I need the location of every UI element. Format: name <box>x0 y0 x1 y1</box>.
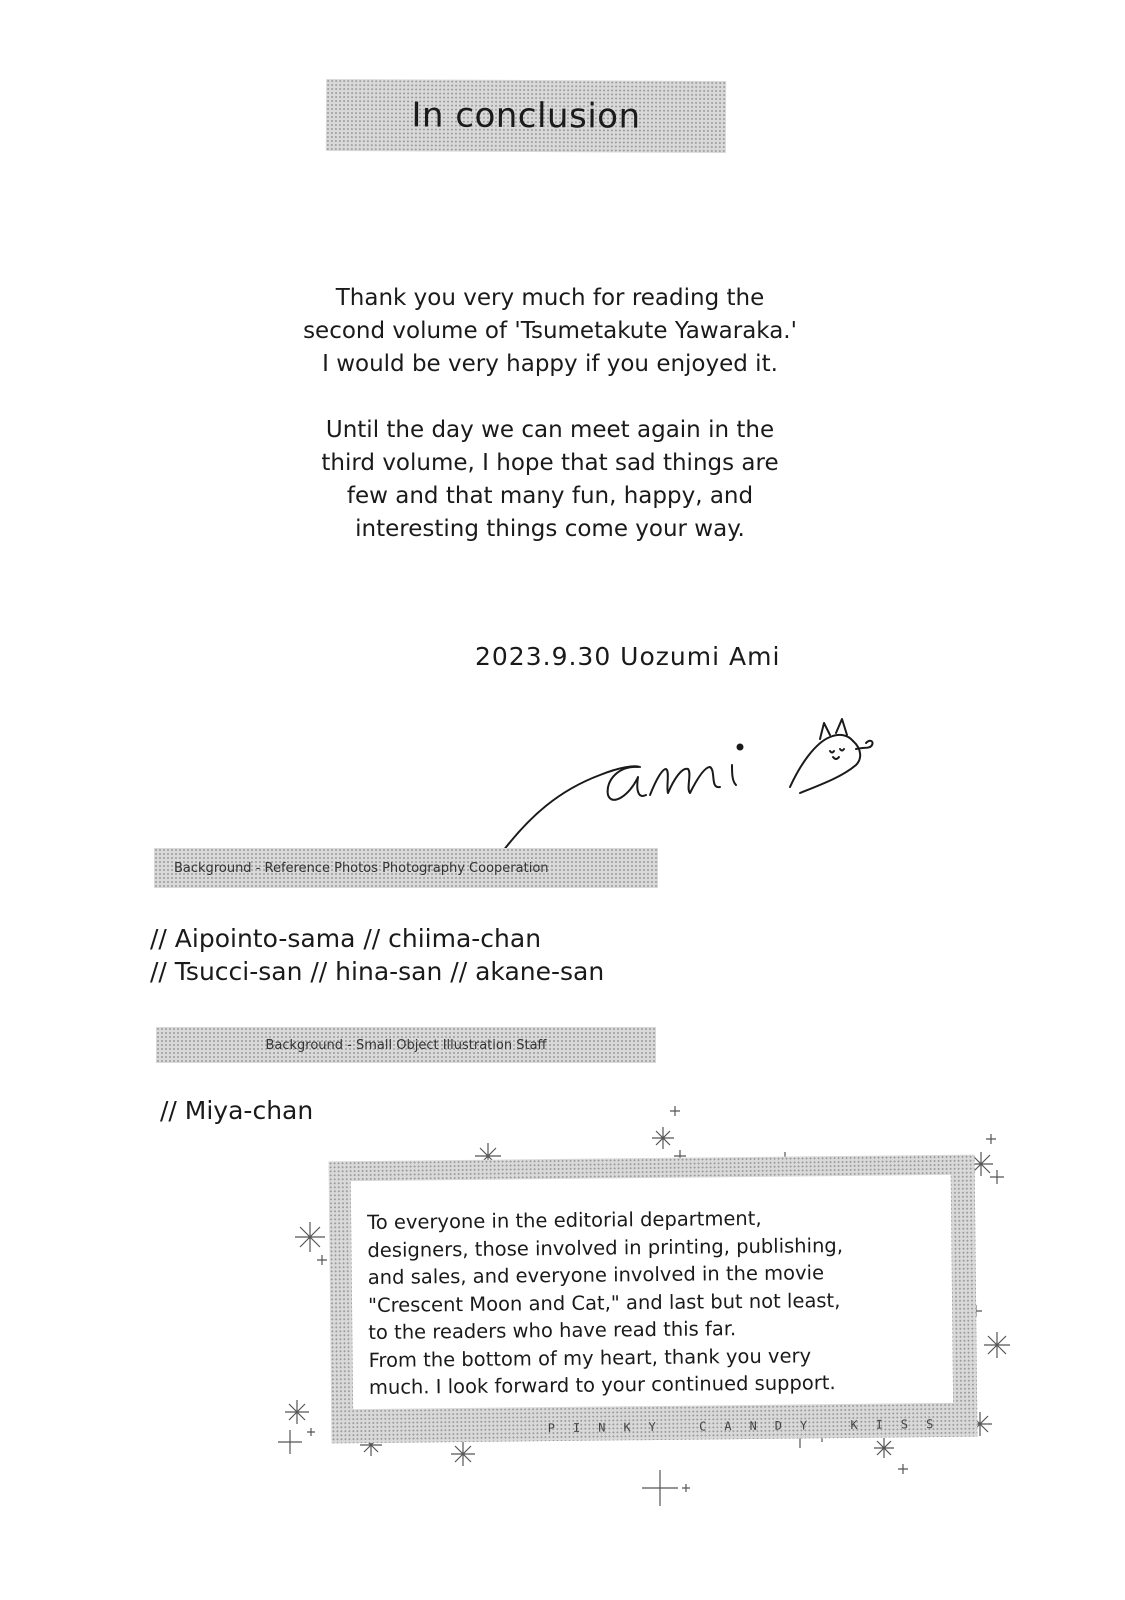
sparkle-icon <box>278 1430 302 1454</box>
sparkle-icon <box>295 1222 325 1252</box>
frame-brand-label: PINKY CANDY KISS <box>547 1416 952 1436</box>
thanks-line: to the readers who have read this far. <box>368 1317 737 1344</box>
credit-name-line: // Aipointo-sama // chiima-chan <box>150 924 542 953</box>
page-title: In conclusion <box>411 95 641 137</box>
sparkle-icon <box>990 1170 1004 1184</box>
thanks-line: "Crescent Moon and Cat," and last but not least, <box>367 1288 841 1317</box>
sparkle-icon <box>682 1484 690 1492</box>
thanks-message <box>351 1175 953 1409</box>
sparkle-icon <box>642 1470 678 1506</box>
thanks-line: To everyone in the editorial department, <box>367 1206 762 1234</box>
sparkle-icon <box>307 1428 315 1436</box>
sparkle-icon <box>652 1127 674 1149</box>
sparkle-icon <box>317 1255 327 1265</box>
sparkle-icon <box>874 1438 894 1458</box>
thanks-line: and sales, and everyone involved in the movie <box>367 1261 825 1289</box>
photography-credit-heading: Background - Reference Photos Photography Cooperation <box>174 860 549 876</box>
credit-name-line: // Tsucci-san // hina-san // akane-san <box>150 957 605 986</box>
sparkle-icon <box>670 1106 680 1116</box>
thanks-line: From the bottom of my heart, thank you very <box>368 1343 812 1372</box>
thanks-line: much. I look forward to your continued support. <box>368 1371 836 1399</box>
thanks-frame <box>329 1155 978 1444</box>
credit-name-line: // Miya-chan <box>160 1096 314 1125</box>
thanks-line: designers, those involved in printing, publishing, <box>367 1233 844 1262</box>
message-paragraph-2: Until the day we can meet again in the third volume, I hope that sad things are few and that many fun, happy, and interesting things come your way. <box>321 417 779 542</box>
message-paragraph-1: Thank you very much for reading the second volume of 'Tsumetakute Yawaraka.' I would be very happy if you enjoyed it. <box>303 285 797 377</box>
sparkle-icon <box>451 1442 475 1466</box>
date-author: 2023.9.30 Uozumi Ami <box>475 642 781 671</box>
sparkle-icon <box>898 1464 908 1474</box>
sparkle-icon <box>285 1400 309 1424</box>
sparkle-icon <box>986 1134 996 1144</box>
sparkle-icon <box>984 1332 1010 1358</box>
illustration-credit-heading: Background - Small Object Illustration Staff <box>265 1037 547 1053</box>
